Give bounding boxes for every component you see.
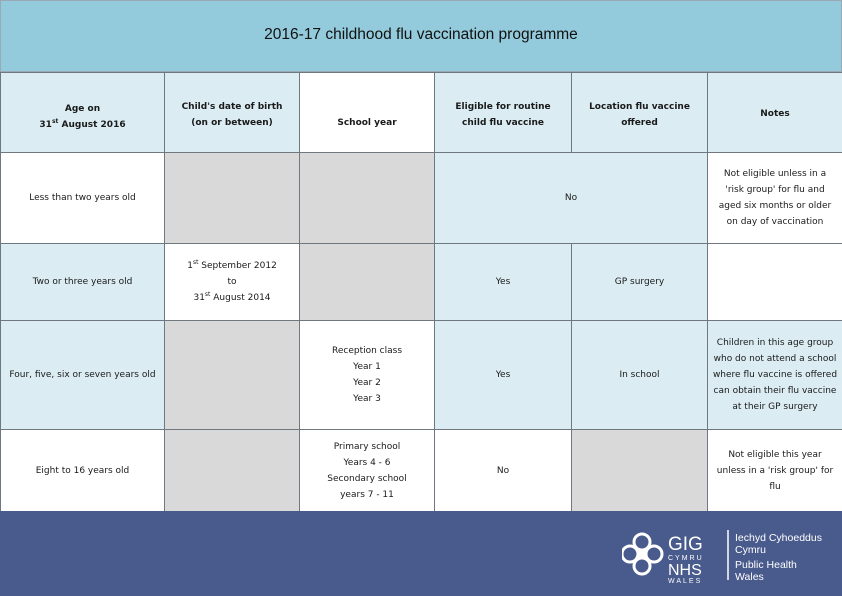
row2-eligible: Yes — [435, 244, 572, 321]
page-title: 2016-17 childhood flu vaccination programme — [264, 26, 578, 43]
row1-school-year — [300, 153, 435, 244]
row4-school-year: Primary school Years 4 - 6 Secondary school years 7 - 11 — [300, 430, 435, 512]
public-health-wales-logo — [622, 524, 842, 584]
row4-age: Eight to 16 years old — [1, 430, 165, 512]
row3-age: Four, five, six or seven years old — [1, 321, 165, 430]
row3-eligible: Yes — [435, 321, 572, 430]
row1-dob — [165, 153, 300, 244]
header-notes: Notes — [708, 73, 842, 153]
header-row — [1, 73, 842, 153]
table-row — [1, 430, 842, 512]
logo-org-en-1: Public Health — [735, 559, 797, 571]
row1-notes: Not eligible unless in a 'risk group' for flu and aged six months or older on day of vaccination — [708, 153, 842, 244]
row3-location: In school — [572, 321, 708, 430]
celtic-knot-icon — [622, 534, 662, 574]
header-dob: Child's date of birth (on or between) — [165, 73, 300, 153]
logo-gig: GIG — [668, 534, 703, 555]
row4-dob — [165, 430, 300, 512]
eligibility-table — [0, 72, 842, 512]
logo-org-en-2: Wales — [735, 571, 764, 583]
title-banner — [0, 0, 842, 72]
table-row — [1, 153, 842, 244]
row3-school-year: Reception class Year 1 Year 2 Year 3 — [300, 321, 435, 430]
header-age: Age on 31st August 2016 — [1, 73, 165, 153]
row1-age: Less than two years old — [1, 153, 165, 244]
row2-location: GP surgery — [572, 244, 708, 321]
row2-notes — [708, 244, 842, 321]
row4-notes: Not eligible this year unless in a 'risk group' for flu — [708, 430, 842, 512]
row1-eligible: No — [435, 153, 708, 244]
row3-notes: Children in this age group who do not attend a school where flu vaccine is offered can obtain their flu vaccine at their GP surgery — [708, 321, 842, 430]
table-row — [1, 321, 842, 430]
row2-age: Two or three years old — [1, 244, 165, 321]
row4-location — [572, 430, 708, 512]
row3-dob — [165, 321, 300, 430]
logo-cymru: CYMRU — [668, 555, 704, 562]
logo-org-welsh-2: Cymru — [735, 544, 766, 556]
logo-org-welsh-1: Iechyd Cyhoeddus — [735, 532, 822, 544]
logo-nhs: NHS — [668, 562, 702, 579]
header-location: Location flu vaccine offered — [572, 73, 708, 153]
row2-school-year — [300, 244, 435, 321]
row4-eligible: No — [435, 430, 572, 512]
row2-dob: 1st September 2012 to 31st August 2014 — [165, 244, 300, 321]
header-eligible: Eligible for routine child flu vaccine — [435, 73, 572, 153]
table-row — [1, 244, 842, 321]
header-school-year: School year — [300, 73, 435, 153]
logo-wales: WALES — [668, 578, 703, 584]
